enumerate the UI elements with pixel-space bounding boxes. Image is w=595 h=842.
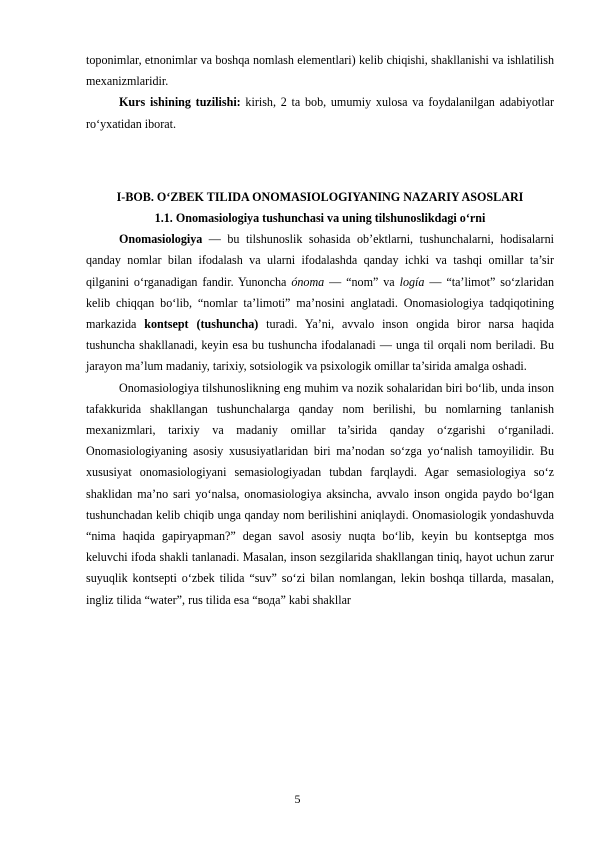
- paragraph-features: [86, 378, 554, 611]
- intro-text: toponimlar, etnonimlar va boshqa nomlash elementlari) kelib chiqishi, shakllanishi va ishlatilish mexanizmlaridir.: [86, 53, 554, 89]
- paragraph-text: — “nom” va: [324, 274, 400, 289]
- term-onomasiologiya: Onomasiologiya: [119, 232, 203, 247]
- paragraph-text: — “ta’limot” so‘zlaridan kelib chiqqan bo‘lib, “nomlar ta’limoti” ma’nosini anglatadi. Onomasiologiya tadqiqotining markazida: [86, 274, 554, 332]
- greek-logia: logía: [399, 274, 425, 289]
- structure-paragraph: [86, 92, 554, 134]
- paragraph-definition: [86, 229, 554, 377]
- greek-onoma: ónoma: [291, 274, 325, 289]
- intro-paragraph: [86, 50, 554, 92]
- structure-text: kirish, 2 ta bob, umumiy xulosa va foydalanilgan adabiyotlar ro‘yxatidan iborat.: [86, 95, 554, 131]
- page-number: 5: [294, 792, 301, 806]
- section-title: 1.1. Onomasiologiya tushunchasi va uning tilshunoslikdagi o‘rni: [154, 211, 486, 226]
- structure-label: Kurs ishining tuzilishi:: [119, 95, 241, 110]
- paragraph-text: turadi. Ya’ni, avvalo inson ongida biror narsa haqida tushuncha shakllanadi, keyin esa bu tushuncha ifodalanadi — unga til orqali nom beriladi. Bu jarayon ma’lum madaniy, tarixiy, sotsiologik va psixologik omillar ta’sirida amalga oshadi.: [86, 317, 554, 374]
- term-kontsept: kontsept (tushuncha): [144, 317, 259, 332]
- paragraph-text: Onomasiologiya tilshunoslikning eng muhim va nozik sohalaridan biri bo‘lib, unda inson tafakkurida shakllangan tushunchalarga qanday nom berilishi, bu nomlarning tanlanish mexanizmlari, tarixiy va madaniy omillar ta’sirida qanday o‘zgarishi o‘rganiladi. Onomasiologiyaning asosiy xususiyatlaridan biri ma’nodan so‘zga yo‘nalish tamoyilidir. Bu xususiyat onomasiologiyani semasiologiyadan tubdan farqlaydi. Agar semasiologiya so‘z shaklidan ma’no sari yo‘nalsa, onomasiologiya aksincha, avvalo inson ongida paydo bo‘lgan tushunchadan kelib chiqib unga qanday nom berilishini aniqlaydi. Onomasiologik yondashuvda “nima haqida gapiryapman?” degan savol asosiy nuqta bo‘lib, keyin bu kontseptga mos keluvchi ifoda shakli tanlanadi. Masalan, inson sezgilarida shakllangan tiniq, hayot uchun zarur suyuqlik kontsepti o‘zbek tilida “suv” so‘zi bilan nomlangan, lekin boshqa tillarda, masalan, ingliz tilida “water”, rus tilida esa “вода” kabi shakllar: [86, 380, 554, 607]
- document-page: [86, 50, 554, 611]
- chapter-title: I-BOB. O‘ZBEK TILIDA ONOMASIOLOGIYANING NAZARIY ASOSLARI: [116, 189, 524, 204]
- paragraph-text: — bu tilshunoslik sohasida ob’ektlarni, tushunchalarni, hodisalarni qanday nomlar bilan ifodalash va ularni ifodalashda qanday ichki va tashqi omillar ta’sir qilganini o‘rganadigan fandir. Yunoncha: [86, 232, 554, 289]
